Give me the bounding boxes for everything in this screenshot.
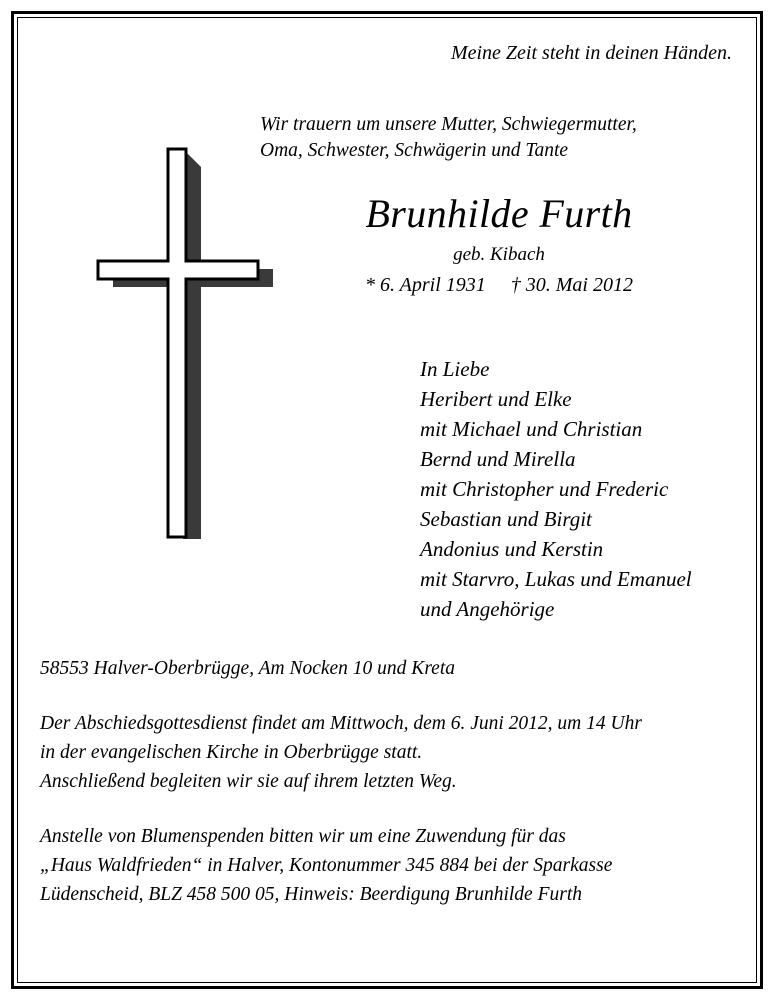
list-item: Andonius und Kerstin <box>420 537 604 561</box>
service-line: Der Abschiedsgottesdienst findet am Mittwoch, dem 6. Juni 2012, um 14 Uhr <box>40 713 642 734</box>
mourning-line-1: Wir trauern um unsere Mutter, Schwiegermutter, <box>260 114 637 135</box>
family-list <box>420 354 750 624</box>
obituary-content <box>38 34 738 964</box>
christian-cross-icon <box>68 139 278 539</box>
service-line: Anschließend begleiten wir sie auf ihrem letzten Weg. <box>40 771 457 792</box>
deceased-maiden-name: geb. Kibach <box>453 244 545 265</box>
epitaph-quote: Meine Zeit steht in deinen Händen. <box>450 42 732 64</box>
birth-death-dates: * 6. April 1931 † 30. Mai 2012 <box>365 274 633 296</box>
address-line: 58553 Halver-Oberbrügge, Am Nocken 10 und Kreta <box>40 658 456 679</box>
donation-line: Lüdenscheid, BLZ 458 500 05, Hinweis: Beerdigung Brunhilde Furth <box>40 884 582 905</box>
service-line: in der evangelischen Kirche in Oberbrügge statt. <box>40 742 423 763</box>
list-item: mit Michael und Christian <box>420 417 643 441</box>
list-item: mit Starvro, Lukas und Emanuel <box>420 567 692 591</box>
deceased-name: Brunhilde Furth <box>365 191 633 236</box>
lower-text-block <box>40 654 740 909</box>
list-item: Heribert und Elke <box>420 387 572 411</box>
mourning-line-2: Oma, Schwester, Schwägerin und Tante <box>260 140 569 161</box>
donation-line: „Haus Waldfrieden“ in Halver, Kontonummer 345 884 bei der Sparkasse <box>40 855 613 876</box>
donation-line: Anstelle von Blumenspenden bitten wir um eine Zuwendung für das <box>40 826 566 847</box>
list-item: Bernd und Mirella <box>420 447 576 471</box>
list-item: mit Christopher und Frederic <box>420 477 669 501</box>
mourning-block <box>260 112 738 297</box>
donation-notice <box>40 822 740 909</box>
list-item: und Angehörige <box>420 597 555 621</box>
list-item: In Liebe <box>420 357 490 381</box>
list-item: Sebastian und Birgit <box>420 507 592 531</box>
service-details <box>40 709 740 796</box>
